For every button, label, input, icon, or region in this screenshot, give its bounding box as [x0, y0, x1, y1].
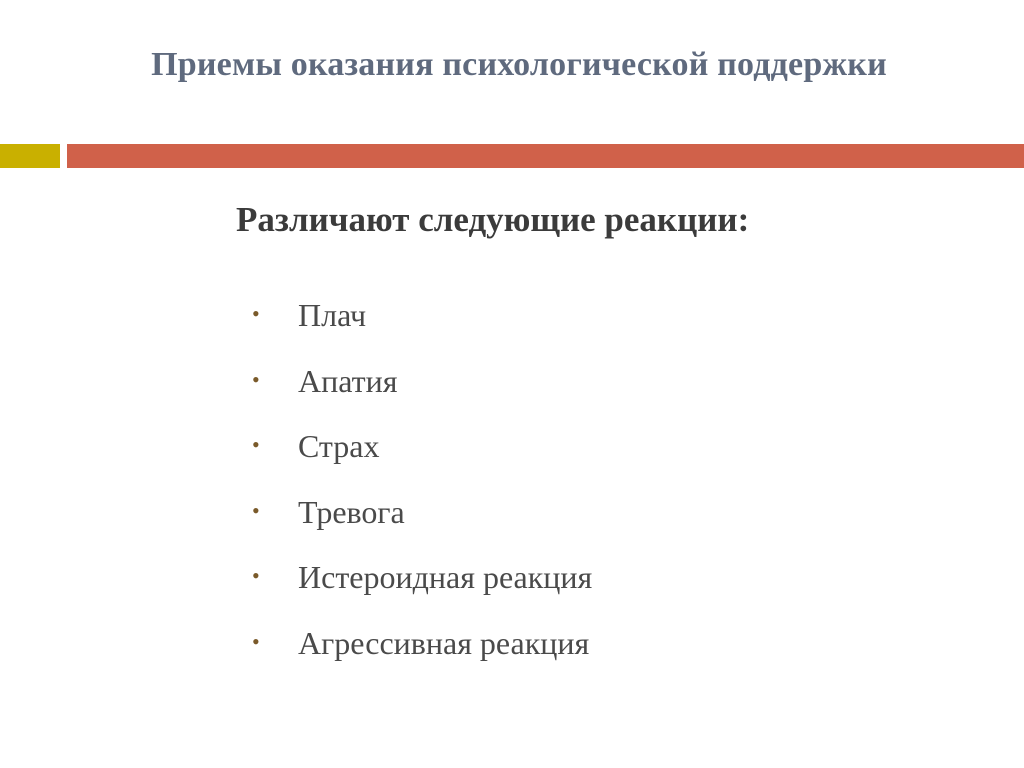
slide-title: Приемы оказания психологической поддержки	[151, 46, 887, 83]
bullet-icon: •	[252, 301, 260, 326]
list-item-label: Плач	[298, 297, 367, 333]
list-item	[252, 362, 592, 428]
list-item	[252, 493, 592, 559]
bullet-icon: •	[252, 563, 260, 589]
list-item-label: Агрессивная реакция	[298, 624, 590, 661]
reaction-list	[252, 296, 592, 690]
bullet-icon: •	[252, 497, 260, 523]
accent-bar-right	[67, 144, 1024, 168]
list-item	[252, 296, 592, 362]
accent-bar-left	[0, 144, 60, 168]
bullet-icon: •	[252, 432, 260, 458]
list-item-label: Страх	[298, 428, 380, 465]
slide-subtitle: Различают следующие реакции:	[236, 200, 750, 239]
list-item-label: Тревога	[298, 493, 405, 530]
list-item-label: Истероидная реакция	[298, 559, 593, 596]
list-item-label: Апатия	[298, 362, 398, 399]
list-item	[252, 427, 592, 493]
bullet-icon: •	[252, 366, 260, 392]
list-item	[252, 624, 592, 690]
list-item	[252, 558, 592, 624]
bullet-icon: •	[252, 628, 260, 654]
